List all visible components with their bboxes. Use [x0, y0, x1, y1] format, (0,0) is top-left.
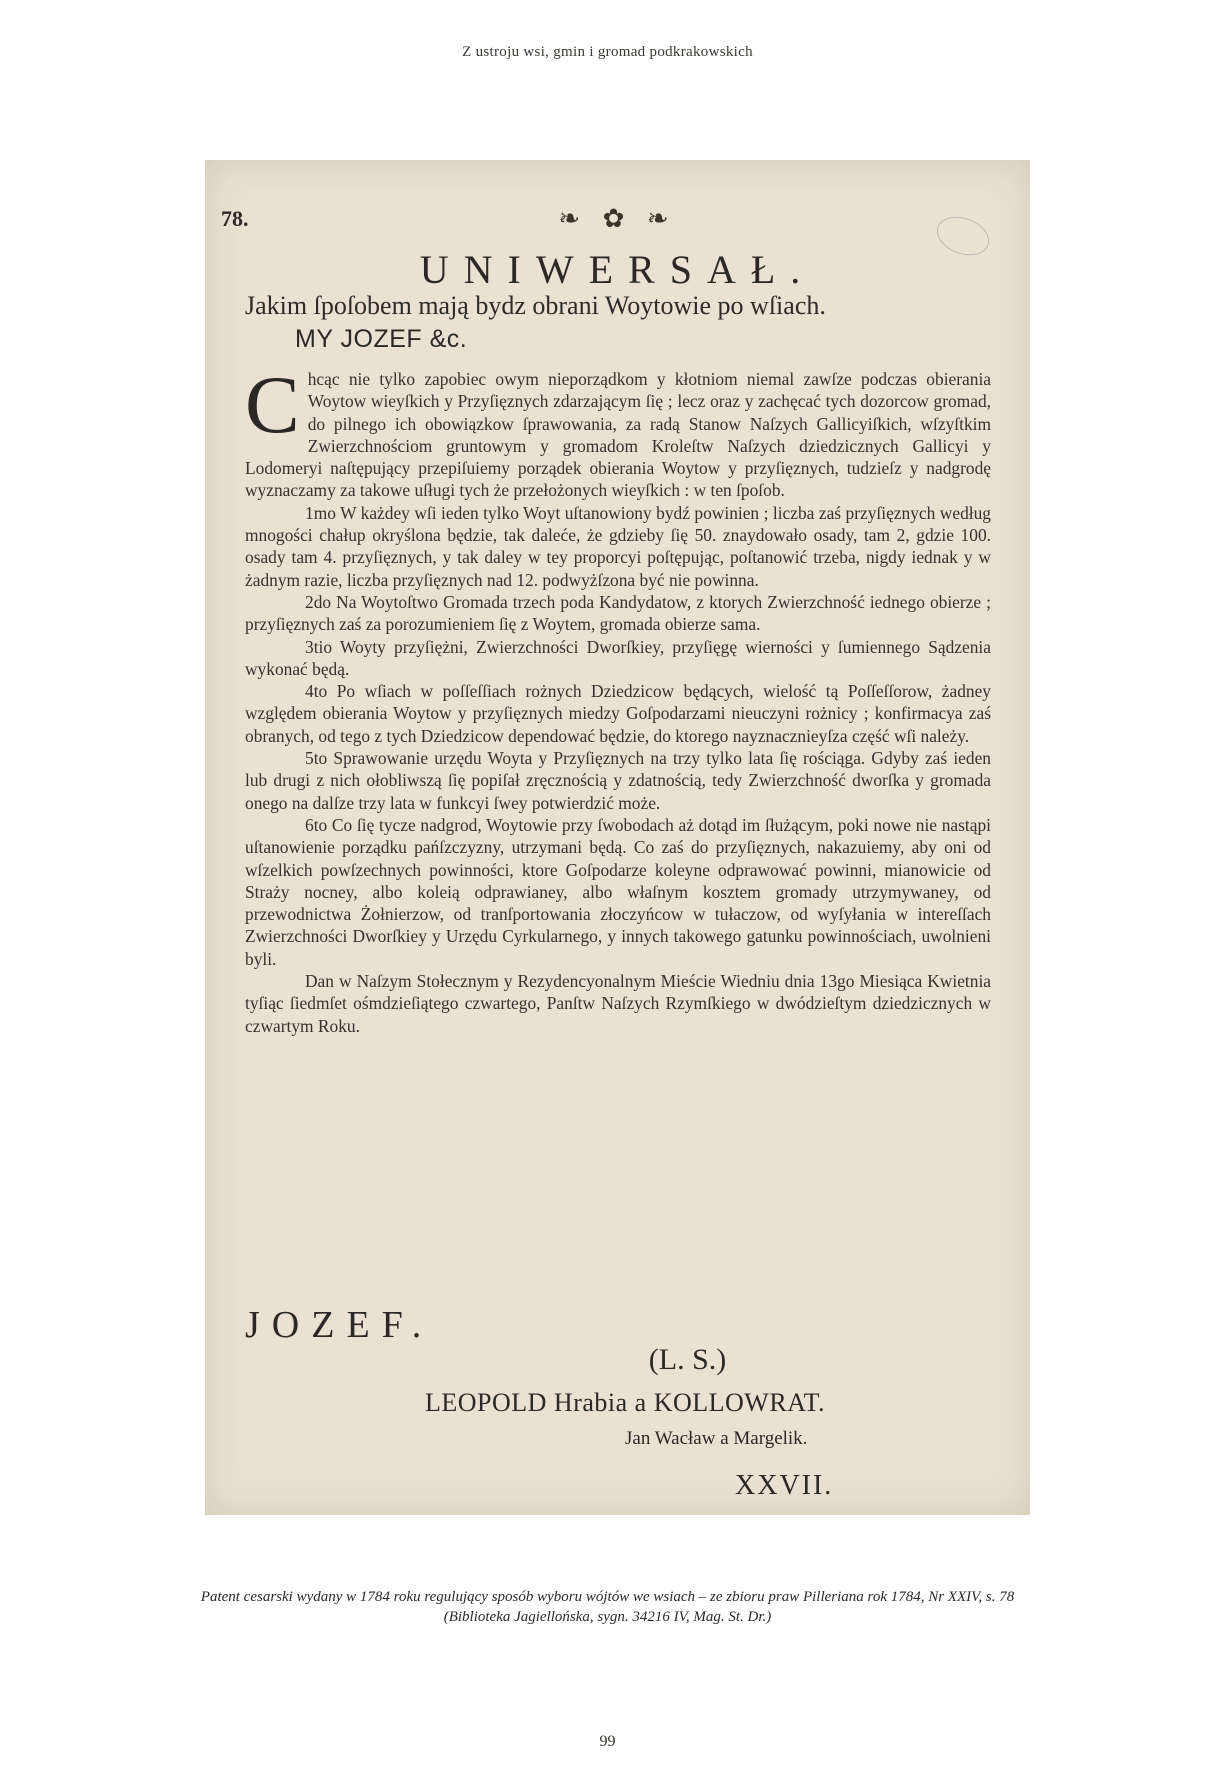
document-subtitle: Jakim ſpoſobem mają bydz obrani Woytowie po wſiach. — [245, 291, 826, 320]
dropcap: C — [245, 359, 300, 450]
signatory: LEOPOLD Hrabia a KOLLOWRAT. — [425, 1388, 826, 1417]
paragraph-intro — [245, 359, 991, 502]
ornament-icon: ❧ ✿ ❧ — [558, 204, 677, 233]
paragraph-dan: Dan w Naſzym Stołecznym y Rezydencyonalnym Mieście Wiedniu dnia 13go Miesiąca Kwietnia tyſiąc ſiedmſet ośmdzieſiątego czwartego, Panſtw Naſzych Rzymſkiego w dwódzieſtym dziedzicznych w czwartym Roku. — [245, 971, 991, 1036]
paragraph-4to: 4to Po wſiach w poſſeſſiach rożnych Dziedzicow będących, wielość tą Poſſeſſorow, żadney względem obierania Woytow y przyſięznych miedzy Goſpodarzami nieuczyni rożnicy ; konfirmacya zaś obranych, od tego z tych Dziedzicow dependować będzie, do ktorego nayznacznieyſza część wſi należy. — [245, 681, 991, 746]
paragraph-1mo: 1mo W każdey wſi ieden tylko Woyt uſtanowiony bydź powinien ; liczba zaś przyſięznych według mnogości chałup okryślona będzie, tak daleće, że gdzieby ſię 50. znaydowało osady, tam 2, gdzie 100. osady tam 4. przyſięznych, y tak daley w tey proporcyi poſtępując, poſtanowić trzeba, nigdy iednak y w żadnym razie, liczba przyſięznych nad 12. podwyżſzona być nie powinna. — [245, 502, 991, 590]
roman-numeral: XXVII. — [735, 1470, 834, 1501]
countersignatory: Jan Wacław a Margelik. — [625, 1428, 808, 1449]
page-number: 99 — [599, 1733, 616, 1750]
paragraph-6to: 6to Co ſię tycze nadgrod, Woytowie przy ſwobodach aż dotąd im ſłużącym, poki nowe nie nastąpi uſtanowienie porządku pańſzczyzny, utrzymani będą. Co zaś do przyſięznych, nakazuiemy, aby oni od wſzelkich powſzechnych powinności, ktore Goſpodarze koleyne odprawować powinni, mianowicie od Straży nocney, albo koleią odprawianey, albo właſnym kosztem gromady utrzymywaney, od przewodnictwa Żołnierzow, od tranſportowania złoczyńcow w tułaczow, od wyſyłania w intereſſach Zwierzchności Dworſkiey y Urzędu Cyrkularnego, y innych takowego gatunku powinnościach, uwolnieni byli. — [245, 814, 991, 969]
decree-body — [245, 359, 991, 1037]
caption-line-1: Patent cesarski wydany w 1784 roku regulujący sposób wyboru wójtów we wsiach – ze zbioru praw Pilleriana rok 1784, Nr XXIV, s. 78 — [200, 1589, 1015, 1605]
opening-formula: MY JOZEF &c. — [295, 325, 468, 353]
document-title: UNIWERSAŁ. — [419, 247, 816, 292]
paragraph-3tio: 3tio Woyty przyſiężni, Zwierzchności Dworſkiey, przyſięgę wierności y ſumiennego Sądzenia wykonać będą. — [245, 636, 991, 679]
paragraph-text: hcąc nie tylko zapobiec owym nieporządkom y kłotniom niemal zawſze podczas obierania Woytow wieyſkich y Przyſięznych zdarzającym ſię ; lecz oraz y zachęcać tych dozorcow gromad, do pilnego ich obowiązkow ſprawowania, za radą Stanow Naſzych Gallicyiſkich, wſzyſtkim Zwierzchnościom gruntowym y gromadom Kroleſtw Naſzych dziedzicznych Gallicyi y Lodomeryi naſtępujący przepiſuiemy porządek obierania Woytow y przyſięznych, tudzieſz y nadgrodę wyznaczamy za takowe uſługi tych że przełożonych wieyſkich : w ten ſpoſob. — [245, 369, 991, 501]
document-page-number: 78. — [221, 206, 249, 231]
running-head: Z ustroju wsi, gmin i gromad podkrakowskich — [462, 44, 753, 60]
figure-caption — [0, 1587, 1215, 1627]
royal-signature: JOZEF. — [245, 1304, 434, 1346]
paragraph-2do: 2do Na Woytoſtwo Gromada trzech poda Kandydatow, z ktorych Zwierzchność iednego obierze ; przyſięznych zaś za porozumieniem ſię z Woytem, gromada obierze sama. — [245, 591, 991, 635]
scanned-document — [205, 160, 1030, 1515]
paragraph-5to: 5to Sprawowanie urzędu Woyta y Przyſięznych na trzy tylko lata ſię rościąga. Gdyby zaś ieden lub drugi z nich ołobliwszą ſię popiſał zręcznością y zdatnością, tedy Zwierzchność dworſka y gromada onego na dalſze trzy lata w funkcyi ſwey potwierdzić może. — [245, 748, 991, 813]
caption-line-2: (Biblioteka Jagiellońska, sygn. 34216 IV, Mag. St. Dr.) — [443, 1609, 772, 1625]
seal-mark: (L. S.) — [648, 1343, 727, 1376]
